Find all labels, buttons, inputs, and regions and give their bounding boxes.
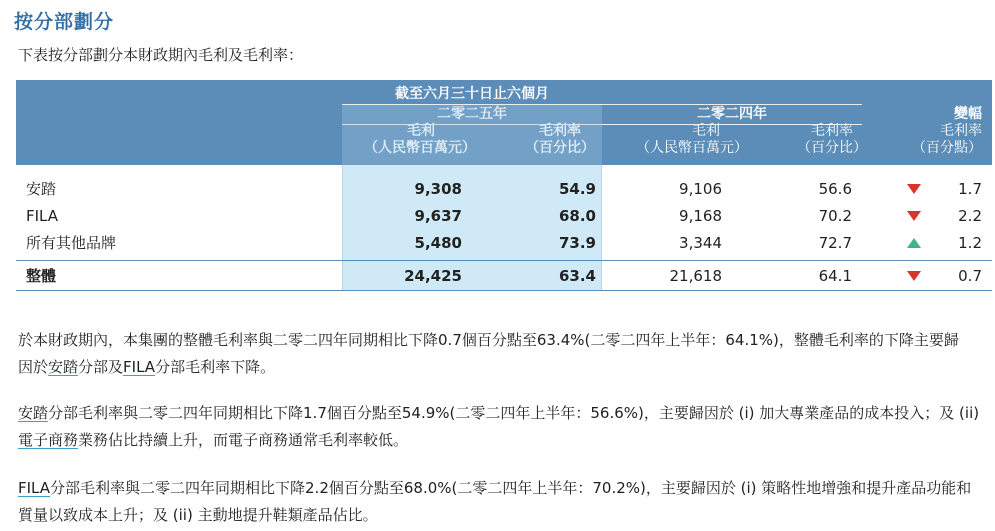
brand-link-fila: FILA bbox=[18, 479, 51, 497]
intro-text: 下表按分部劃分本財政期內毛利及毛利率： bbox=[18, 46, 304, 64]
gm-2024-cell: 70.2 bbox=[818, 207, 852, 225]
table-row bbox=[16, 203, 992, 229]
paragraph-line bbox=[18, 400, 993, 427]
brand-link-anta: 安踏 bbox=[48, 358, 79, 376]
paragraph-line bbox=[18, 427, 993, 454]
gm-2025-cell: 73.9 bbox=[558, 234, 596, 252]
text-span: 業務佔比持續上升，而電子商務通常毛利率較低。 bbox=[78, 431, 409, 449]
section-heading: 按分部劃分 bbox=[14, 11, 115, 33]
brand-link-fila: FILA bbox=[123, 358, 156, 376]
year-2025-header: 二零二五年 bbox=[437, 106, 507, 122]
paragraph-anta bbox=[18, 400, 993, 454]
total-gm-2025: 63.4 bbox=[558, 267, 596, 285]
gm-2024-cell: 56.6 bbox=[818, 180, 852, 198]
table-row bbox=[16, 176, 992, 202]
total-gm-2024: 64.1 bbox=[818, 267, 852, 285]
col-gp-2024-unit: （人民幣百萬元） bbox=[636, 140, 748, 156]
row-label: FILA bbox=[26, 207, 59, 225]
row-label: 安踏 bbox=[26, 180, 57, 198]
table-row bbox=[16, 230, 992, 256]
text-span: 分部毛利率下降。 bbox=[155, 358, 276, 376]
decrease-triangle-icon bbox=[907, 271, 921, 281]
paragraph-overall bbox=[18, 327, 993, 381]
highlight-header-overlay bbox=[342, 105, 602, 165]
paragraph-line: 質量以致成本上升；及 (ii) 主動地提升鞋類產品佔比。 bbox=[18, 506, 378, 524]
increase-triangle-icon bbox=[907, 238, 921, 248]
gp-2025-cell: 5,480 bbox=[414, 234, 462, 252]
col-gp-2024: 毛利 bbox=[692, 123, 720, 139]
paragraph-line bbox=[18, 354, 993, 381]
change-cell: 1.2 bbox=[958, 234, 982, 252]
text-span: 分部毛利率與二零二四年同期相比下降1.7個百分點至54.9%(二零二四年上半年：56.6%)，主要歸因於 (i) 加大專業產品的成本投入；及 (ii) bbox=[48, 404, 980, 422]
gp-2024-cell: 3,344 bbox=[679, 234, 722, 252]
decrease-triangle-icon bbox=[907, 184, 921, 194]
year-2024-header: 二零二四年 bbox=[697, 106, 767, 122]
total-change: 0.7 bbox=[958, 267, 982, 285]
paragraph-line: 於本財政期內，本集團的整體毛利率與二零二四年同期相比下降0.7個百分點至63.4%(二零二四年上半年：64.1%)，整體毛利率的下降主要歸 bbox=[18, 331, 959, 349]
gm-2025-cell: 54.9 bbox=[558, 180, 596, 198]
change-header: 變幅 bbox=[954, 106, 982, 122]
text-span: 分部及 bbox=[78, 358, 124, 376]
gm-2024-cell: 72.7 bbox=[818, 234, 852, 252]
col-change: 毛利率 bbox=[940, 123, 982, 139]
brand-link-anta: 安踏 bbox=[18, 404, 49, 422]
total-divider-bottom bbox=[16, 290, 992, 291]
gp-2024-cell: 9,168 bbox=[679, 207, 722, 225]
paragraph-line bbox=[18, 475, 993, 502]
ecommerce-link: 電子商務 bbox=[18, 431, 79, 449]
col-gp-2025: 毛利 bbox=[407, 123, 435, 139]
paragraph-fila bbox=[18, 475, 993, 529]
text-span: 分部毛利率與二零二四年同期相比下降2.2個百分點至68.0%(二零二四年上半年：70.2%)，主要歸因於 (i) 策略性地增強和提升產品功能和 bbox=[50, 479, 972, 497]
gp-2024-cell: 9,106 bbox=[679, 180, 722, 198]
col-gm-2024-unit: （百分比） bbox=[797, 140, 867, 156]
change-cell: 2.2 bbox=[958, 207, 982, 225]
decrease-triangle-icon bbox=[907, 211, 921, 221]
text-span: 因於 bbox=[18, 358, 49, 376]
col-gp-2025-unit: （人民幣百萬元） bbox=[364, 140, 476, 156]
total-gp-2025: 24,425 bbox=[404, 267, 462, 285]
total-divider-top bbox=[16, 260, 992, 261]
col-gm-2024: 毛利率 bbox=[811, 123, 853, 139]
gm-2025-cell: 68.0 bbox=[558, 207, 596, 225]
gp-2025-cell: 9,637 bbox=[414, 207, 462, 225]
row-label: 所有其他品牌 bbox=[26, 234, 117, 252]
change-cell: 1.7 bbox=[958, 180, 982, 198]
period-header: 截至六月三十日止六個月 bbox=[395, 86, 549, 102]
col-change-unit: （百分點） bbox=[912, 140, 982, 156]
total-label: 整體 bbox=[26, 267, 57, 285]
gp-2025-cell: 9,308 bbox=[414, 180, 462, 198]
col-gm-2025-unit: （百分比） bbox=[525, 140, 595, 156]
total-gp-2024: 21,618 bbox=[669, 267, 722, 285]
table-total-row bbox=[16, 263, 992, 289]
col-gm-2025: 毛利率 bbox=[539, 123, 581, 139]
